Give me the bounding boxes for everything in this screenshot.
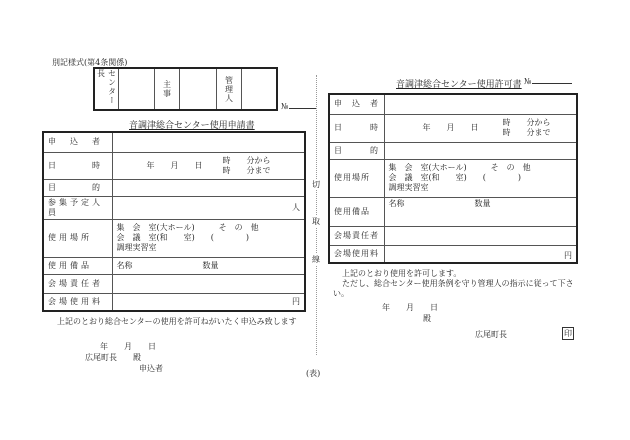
label-applicant: 申 込 者 (43, 132, 112, 152)
field-manager[interactable] (384, 226, 577, 245)
application-table (42, 131, 306, 312)
approval-center-head: センター長 (95, 69, 119, 109)
permit-number (524, 77, 572, 86)
field-purpose[interactable] (384, 142, 577, 159)
page-side: (表) (306, 369, 321, 378)
place-option: 集 会 室(大ホール) そ の 他 (388, 163, 531, 172)
approval-chief: 主事 (155, 69, 180, 109)
time-from: 時 分から (222, 155, 271, 165)
date-ymd: 年 月 日 (146, 160, 203, 170)
approval-stamp-cell (242, 69, 276, 109)
fee-unit: 円 (292, 296, 300, 306)
label-manager: 会場責任者 (43, 274, 112, 293)
field-fee[interactable] (384, 245, 577, 263)
application-addressee: 広尾町長 殿 (85, 353, 141, 362)
permit-dono: 殿 (423, 314, 431, 323)
application-number (281, 102, 317, 111)
date-ymd: 年 月 日 (422, 123, 479, 132)
field-manager[interactable] (112, 274, 305, 293)
label-equipment: 使用備品 (329, 197, 384, 226)
time-to: 時 分まで (502, 128, 551, 137)
field-fee[interactable] (112, 293, 305, 311)
no-label: № (281, 102, 289, 111)
label-purpose: 目 的 (329, 142, 384, 159)
form-reference: 別記様式(第4条関係) (52, 58, 128, 67)
field-place[interactable] (112, 219, 305, 257)
label-equipment: 使用備品 (43, 257, 112, 274)
approval-caretaker: 管理人 (217, 69, 242, 109)
field-datetime[interactable] (112, 152, 305, 179)
field-applicant[interactable] (112, 132, 305, 152)
permit-table (328, 93, 578, 264)
application-title: 音調津総合センター使用申請書 (129, 121, 255, 131)
label-purpose: 目 的 (43, 179, 112, 196)
equip-qty: 数量 (474, 198, 491, 208)
place-option: 会 議 室(和 室) ( ) (388, 173, 521, 182)
approval-stamp-cell (180, 69, 217, 109)
equip-name: 名称 (116, 260, 133, 270)
permit-issuer: 広尾町長 (475, 330, 507, 339)
field-datetime[interactable] (384, 114, 577, 142)
application-statement: 上記のとおり総合センターの使用を許可ねがいたく申込み致します (57, 317, 297, 326)
permit-condition: ただし、総合センター使用条例を守り管理人の指示に従って下さい。 (333, 279, 574, 298)
field-equipment[interactable] (112, 257, 305, 274)
equip-name: 名称 (388, 198, 405, 208)
field-place[interactable] (384, 159, 577, 197)
label-manager: 会場責任者 (329, 226, 384, 245)
approval-stamp-cell (119, 69, 155, 109)
cut-char: 取 (312, 217, 320, 226)
application-date: 年 月 日 (100, 342, 156, 351)
label-place: 使用場所 (329, 159, 384, 197)
field-equipment[interactable] (384, 197, 577, 226)
label-attendees: 参集予定人員 (43, 196, 112, 219)
cut-char: 線 (312, 255, 320, 264)
permit-date: 年 月 日 (382, 303, 438, 312)
applicant-signature: 申込者 (139, 364, 163, 373)
place-option: 集 会 室(大ホール) そ の 他 (116, 223, 259, 232)
cut-char: 切 (312, 180, 320, 189)
fee-unit: 円 (564, 251, 572, 260)
place-option: 会 議 室(和 室) ( ) (116, 233, 249, 242)
cut-line (316, 75, 317, 355)
place-option: 調理実習室 (116, 243, 157, 252)
field-applicant[interactable] (384, 94, 577, 114)
label-fee: 会場使用料 (43, 293, 112, 311)
field-purpose[interactable] (112, 179, 305, 196)
time-to: 時 分まで (222, 165, 271, 175)
label-datetime: 日 時 (329, 114, 384, 142)
place-option: 調理実習室 (388, 183, 429, 192)
approval-box (93, 67, 278, 111)
time-from: 時 分から (502, 118, 551, 127)
no-label: № (524, 77, 532, 86)
attendees-unit: 人 (292, 202, 300, 212)
seal-mark: 印 (564, 329, 572, 338)
permit-statement: 上記のとおり使用を許可します。 (342, 269, 462, 278)
label-applicant: 申 込 者 (329, 94, 384, 114)
field-attendees[interactable] (112, 196, 305, 219)
equip-qty: 数量 (202, 260, 219, 270)
permit-title: 音調津総合センター使用許可書 (396, 80, 522, 90)
label-datetime: 日 時 (43, 152, 112, 179)
label-fee: 会場使用料 (329, 245, 384, 263)
label-place: 使用場所 (43, 219, 112, 257)
